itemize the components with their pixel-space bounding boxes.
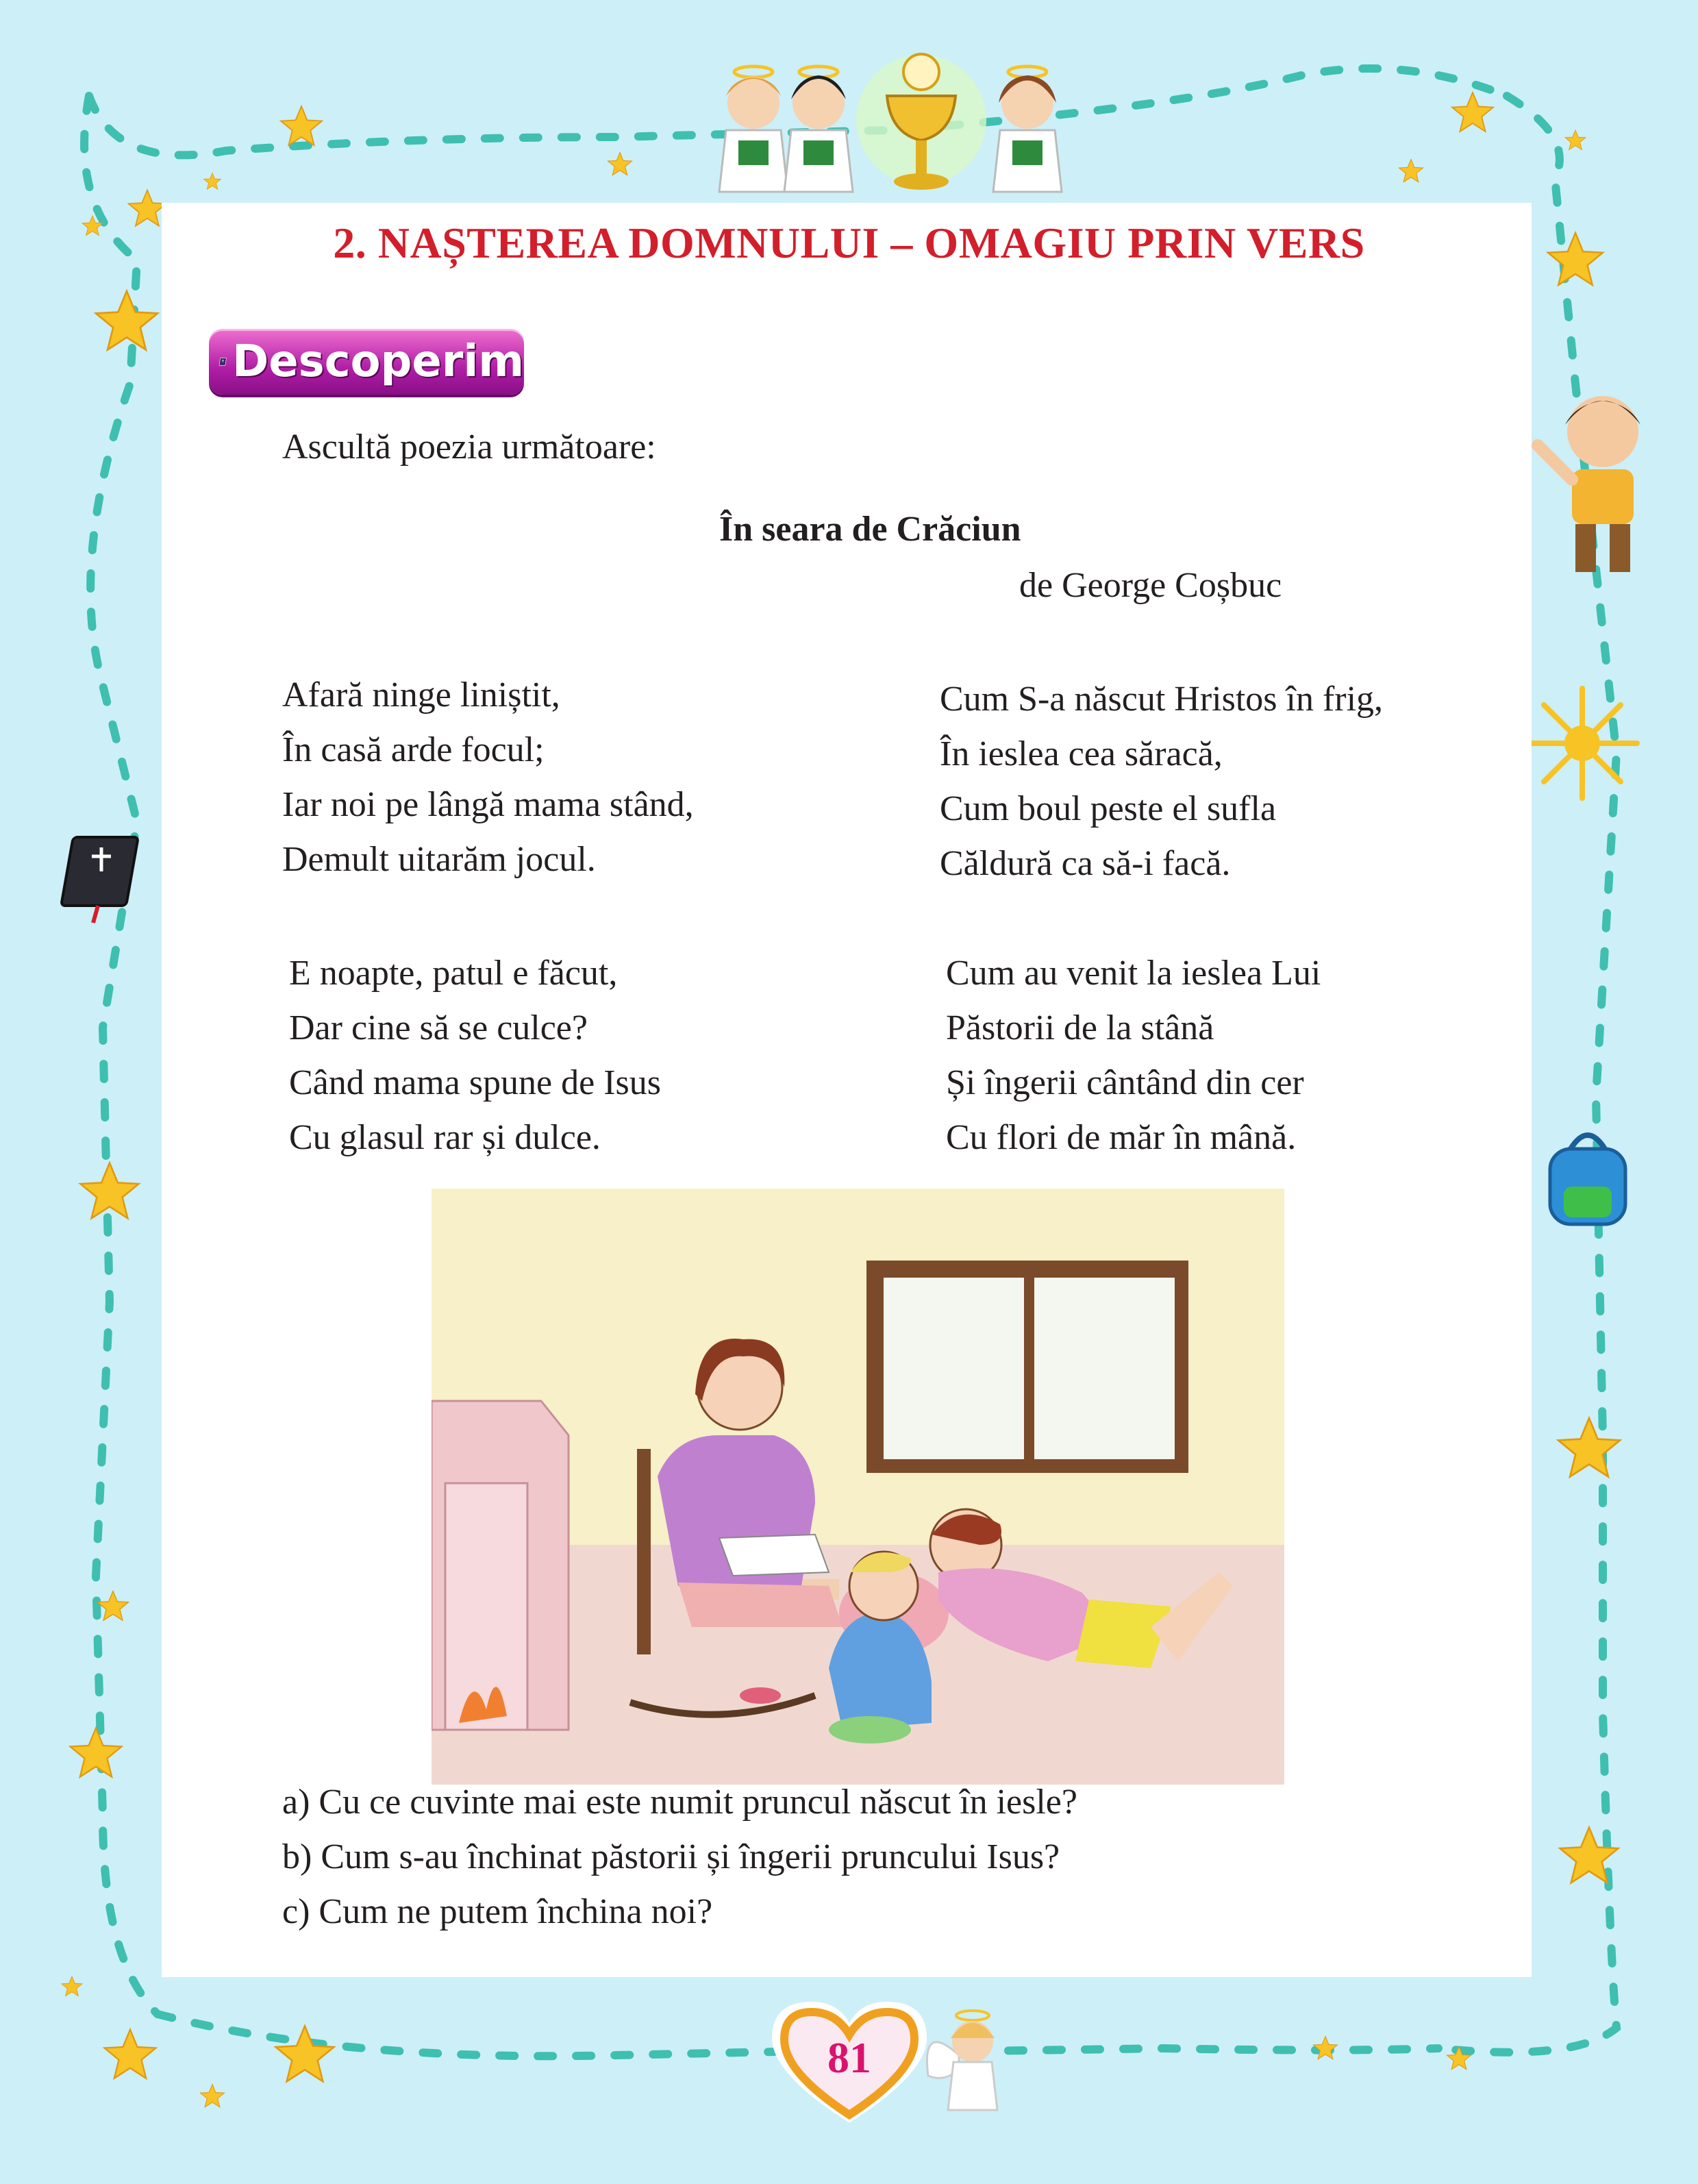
- page-number: 81: [827, 2033, 871, 2082]
- star-icon: [1314, 2037, 1338, 2059]
- angel-icon: [993, 66, 1062, 192]
- backpack-icon: [1550, 1135, 1625, 1224]
- angel-icon: [927, 2011, 997, 2110]
- intro-text: Ascultă poezia următoare:: [282, 427, 656, 467]
- question-list: [282, 1775, 1077, 1939]
- star-icon: [204, 173, 221, 190]
- poem-stanza-1: [282, 668, 694, 887]
- poem-line: Când mama spune de Isus: [289, 1063, 662, 1102]
- star-icon: [1399, 160, 1423, 182]
- section-badge: [209, 329, 524, 395]
- poem-stanza-4: [946, 946, 1321, 1165]
- poem-author: de George Coșbuc: [1019, 566, 1282, 605]
- star-icon: [1452, 92, 1493, 132]
- illustration-family-reading: [432, 1189, 1284, 1785]
- bible-icon: [219, 338, 228, 386]
- poem-line: Afară ninge liniștit,: [282, 675, 560, 715]
- poem-line: Demult uitarăm jocul.: [282, 840, 596, 879]
- star-icon: [71, 1728, 122, 1777]
- question-item: a) Cu ce cuvinte mai este numit pruncul născut în iesle?: [282, 1783, 1077, 1822]
- star-icon: [98, 1591, 129, 1621]
- bible-icon: [61, 837, 138, 923]
- poem-stanza-2: [940, 672, 1383, 891]
- question-item: b) Cum s-au închinat păstorii și îngerii pruncului Isus?: [282, 1837, 1060, 1876]
- poem-title: În seara de Crăciun: [719, 510, 1021, 549]
- chalice-icon: [856, 54, 986, 190]
- poem-line: Cum S-a născut Hristos în frig,: [940, 680, 1384, 719]
- poem-line: Păstorii de la stână: [946, 1008, 1214, 1047]
- angel-icon: [719, 66, 788, 192]
- star-icon: [1565, 130, 1586, 150]
- boy-icon: [1538, 396, 1640, 572]
- window: [866, 1261, 1188, 1473]
- star-icon: [1558, 1418, 1620, 1477]
- fireplace: [432, 1401, 569, 1730]
- poem-line: E noapte, patul e făcut,: [289, 954, 618, 993]
- poem-line: Căldură ca să-i facă.: [940, 844, 1231, 883]
- poem-line: Cu glasul rar și dulce.: [289, 1118, 601, 1157]
- poem-line: În casă arde focul;: [282, 730, 545, 769]
- poem-line: Iar noi pe lângă mama stând,: [282, 785, 694, 824]
- poem-line: În ieslea cea săracă,: [940, 734, 1223, 773]
- star-icon: [281, 106, 322, 145]
- star-icon: [105, 2030, 156, 2078]
- page-number-badge: [781, 2004, 918, 2127]
- page-title: 2. NAȘTEREA DOMNULUI – OMAGIU PRIN VERS: [333, 219, 1365, 267]
- poem-line: Și îngerii cântând din cer: [946, 1063, 1304, 1102]
- angel-icon: [784, 66, 853, 192]
- poem-line: Dar cine să se culce?: [289, 1008, 588, 1047]
- section-badge-label: Descoperim: [232, 336, 524, 387]
- star-icon: [276, 2026, 334, 2082]
- star-icon: [62, 1976, 82, 1996]
- poem-line: Cum boul peste el sufla: [940, 789, 1277, 828]
- star-icon: [96, 291, 158, 350]
- star-icon: [608, 153, 632, 175]
- poem-stanza-3: [289, 946, 661, 1165]
- poem-line: Cu flori de măr în mână.: [946, 1118, 1297, 1157]
- poem-line: Cum au venit la ieslea Lui: [946, 954, 1321, 993]
- star-icon: [81, 1163, 139, 1219]
- sun-icon: [1527, 688, 1637, 798]
- star-icon: [201, 2085, 225, 2107]
- question-item: c) Cum ne putem închina noi?: [282, 1892, 713, 1931]
